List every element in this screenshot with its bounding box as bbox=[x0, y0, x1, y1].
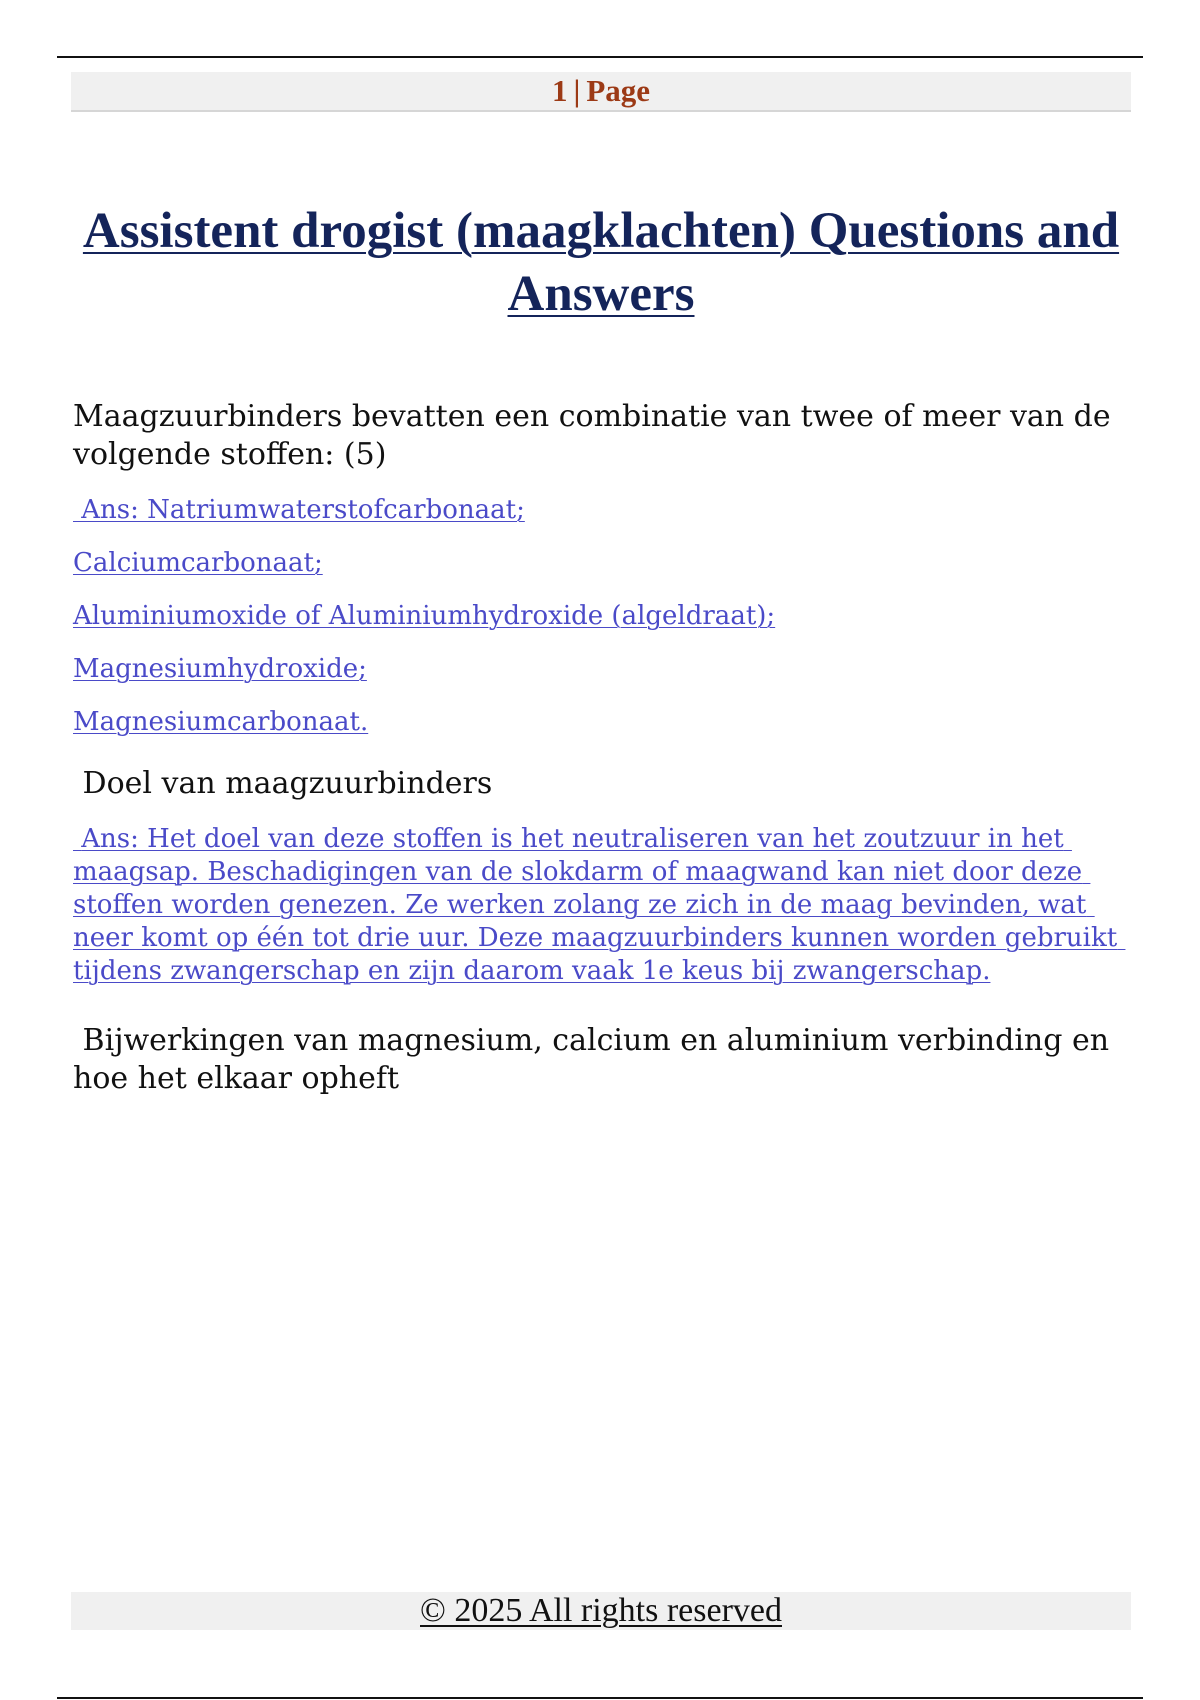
page-number: 1 bbox=[551, 73, 568, 108]
page-label: Page bbox=[586, 73, 651, 108]
answer-1-item[interactable]: Aluminiumoxide of Aluminiumhydroxide (algeldraat); bbox=[73, 601, 776, 631]
qa-content bbox=[73, 398, 1133, 1098]
page-header bbox=[71, 72, 1131, 112]
answer-1-item[interactable]: Magnesiumhydroxide; bbox=[73, 654, 367, 684]
copyright-text: © 2025 All rights reserved bbox=[420, 1592, 782, 1629]
bottom-rule bbox=[57, 1697, 1143, 1699]
question-2: Doel van maagzuurbinders bbox=[73, 766, 493, 801]
document-title: Assistent drogist (maagklachten) Questions and Answers bbox=[82, 203, 1120, 322]
page-separator: | bbox=[573, 73, 581, 108]
question-1: Maagzuurbinders bevatten een combinatie van twee of meer van de volgende stoffen: (5) bbox=[73, 399, 1111, 472]
question-3: Bijwerkingen van magnesium, calcium en aluminium verbinding en hoe het elkaar opheft bbox=[73, 1023, 1119, 1096]
answer-1-item[interactable]: Magnesiumcarbonaat. bbox=[73, 707, 369, 737]
answer-1-item[interactable]: Calciumcarbonaat; bbox=[73, 548, 323, 578]
page-footer bbox=[71, 1592, 1131, 1630]
answer-2[interactable]: Ans: Het doel van deze stoffen is het neutraliseren van het zoutzuur in het maagsap. Beschadigingen van de slokdarm of maagwand kan niet door deze stoffen worden genezen. Ze werken zolang ze zich in de maag bevinden, wat neer komt op één tot drie uur. Deze maagzuurbinders kunnen worden gebruikt tijdens zwangerschap en zijn daarom vaak 1e keus bij zwangerschap. bbox=[73, 824, 1126, 986]
top-rule bbox=[57, 56, 1143, 58]
answer-1-item[interactable]: Ans: Natriumwaterstofcarbonaat; bbox=[73, 495, 525, 525]
